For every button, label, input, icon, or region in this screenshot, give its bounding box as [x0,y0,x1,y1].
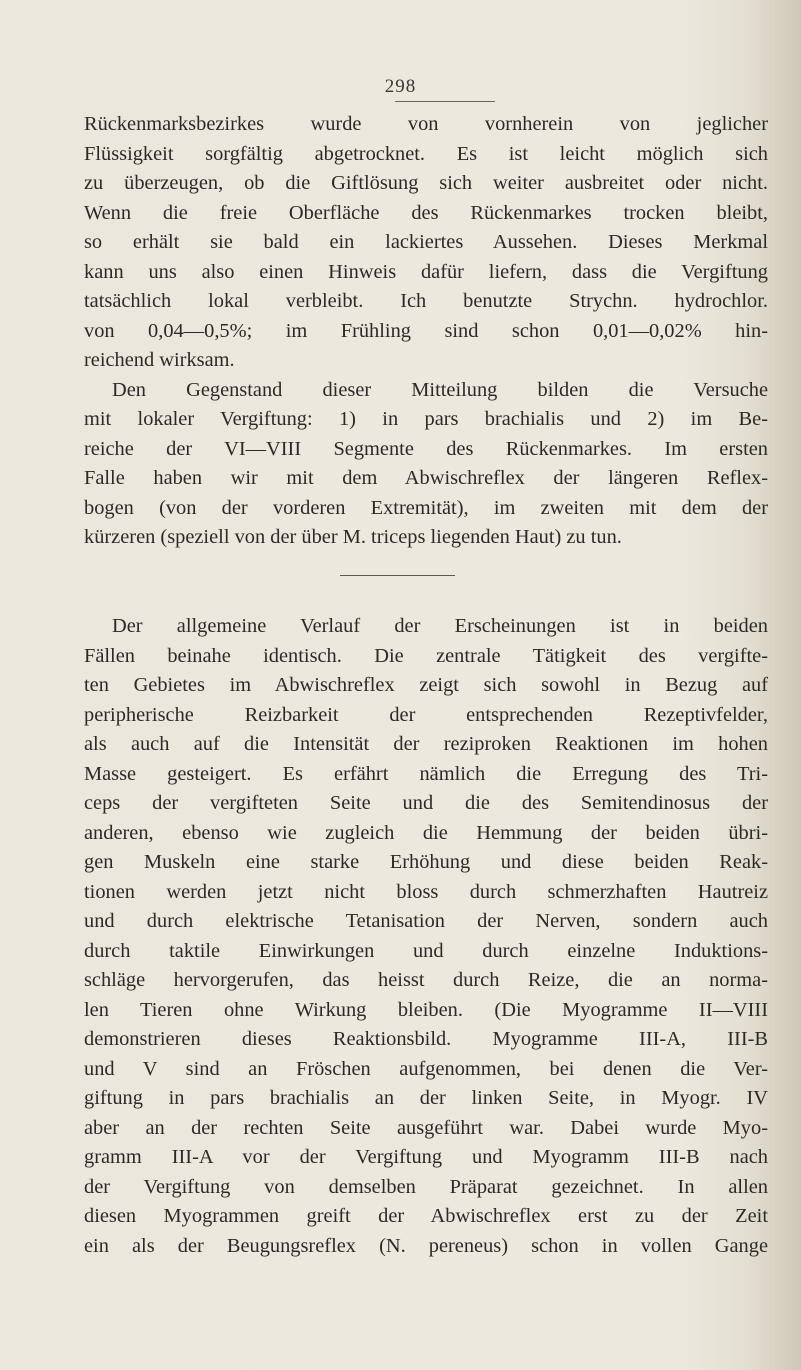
paragraph-3 [84,612,768,1261]
text-line: anderen, ebenso wie zugleich die Hemmung der beiden übri- [84,821,768,844]
text-block-upper [84,110,768,553]
text-line: kann uns also einen Hinweis dafür liefern, dass die Vergiftung [84,260,768,283]
text-block-lower [84,612,768,1261]
paragraph-2 [84,376,768,553]
text-line: so erhält sie bald ein lackiertes Aussehen. Dieses Merkmal [84,231,768,253]
text-line: durch taktile Einwirkungen und durch einzelne Induktions- [84,939,768,962]
text-line: kürzeren (speziell von der über M. triceps liegenden Haut) zu tun. [84,526,622,548]
text-line: peripherische Reizbarkeit der entsprechenden Rezeptivfelder, [84,703,768,726]
text-line: der Vergiftung von demselben Präparat gezeichnet. In allen [84,1175,768,1198]
paragraph-1 [84,110,768,376]
text-line: Rückenmarksbezirkes wurde von vornherein von jeglicher [84,113,768,135]
text-line: Flüssigkeit sorgfältig abgetrocknet. Es ist leicht möglich sich [84,142,768,165]
text-line: zu überzeugen, ob die Giftlösung sich weiter ausbreitet oder nicht. [84,172,768,194]
text-line: ein als der Beugungsreflex (N. pereneus) schon in vollen Gange [84,1234,768,1257]
text-line: tatsächlich lokal verbleibt. Ich benutzte Strychn. hydrochlor. [84,290,768,312]
text-line: len Tieren ohne Wirkung bleiben. (Die Myogramme II—VIII [84,998,768,1021]
text-line: diesen Myogrammen greift der Abwischreflex erst zu der Zeit [84,1205,768,1227]
text-line: aber an der rechten Seite ausgeführt war. Dabei wurde Myo- [84,1116,768,1139]
text-line: Falle haben wir mit dem Abwischreflex der längeren Reflex- [84,467,768,489]
text-line: und V sind an Fröschen aufgenommen, bei denen die Ver- [84,1057,768,1080]
text-line: Der allgemeine Verlauf der Erscheinungen ist in beiden [112,615,768,637]
text-line: Fällen beinahe identisch. Die zentrale Tätigkeit des vergifte- [84,644,768,667]
header-rule [395,101,495,102]
text-line: Wenn die freie Oberfläche des Rückenmarkes trocken bleibt, [84,201,768,224]
section-separator-rule [340,575,455,576]
text-line: bogen (von der vorderen Extremität), im zweiten mit dem der [84,496,768,519]
text-line: demonstrieren dieses Reaktionsbild. Myogramme III-A, III-B [84,1028,768,1050]
text-line: schläge hervorgerufen, das heisst durch Reize, die an norma- [84,969,768,991]
text-line: von 0,04—0,5%; im Frühling sind schon 0,01—0,02% hin- [84,319,768,342]
text-line: mit lokaler Vergiftung: 1) in pars brachialis und 2) im Be- [84,408,768,430]
text-line: Den Gegenstand dieser Mitteilung bilden die Versuche [112,378,768,401]
page-number: 298 [384,76,417,97]
text-line: gen Muskeln eine starke Erhöhung und diese beiden Reak- [84,851,768,873]
text-line: als auch auf die Intensität der reziproken Reaktionen im hohen [84,733,768,755]
text-line: ceps der vergifteten Seite und die des Semitendinosus der [84,792,768,814]
text-line: ten Gebietes im Abwischreflex zeigt sich sowohl in Bezug auf [84,674,768,696]
text-line: und durch elektrische Tetanisation der Nerven, sondern auch [84,910,768,932]
text-line: gramm III-A vor der Vergiftung und Myogramm III-B nach [84,1146,768,1168]
text-line: tionen werden jetzt nicht bloss durch schmerzhaften Hautreiz [84,880,768,903]
text-line: reichend wirksam. [84,349,235,371]
text-line: giftung in pars brachialis an der linken Seite, in Myogr. IV [84,1087,768,1109]
text-line: reiche der VI—VIII Segmente des Rückenmarkes. Im ersten [84,437,768,460]
text-line: Masse gesteigert. Es erfährt nämlich die Erregung des Tri- [84,762,768,785]
